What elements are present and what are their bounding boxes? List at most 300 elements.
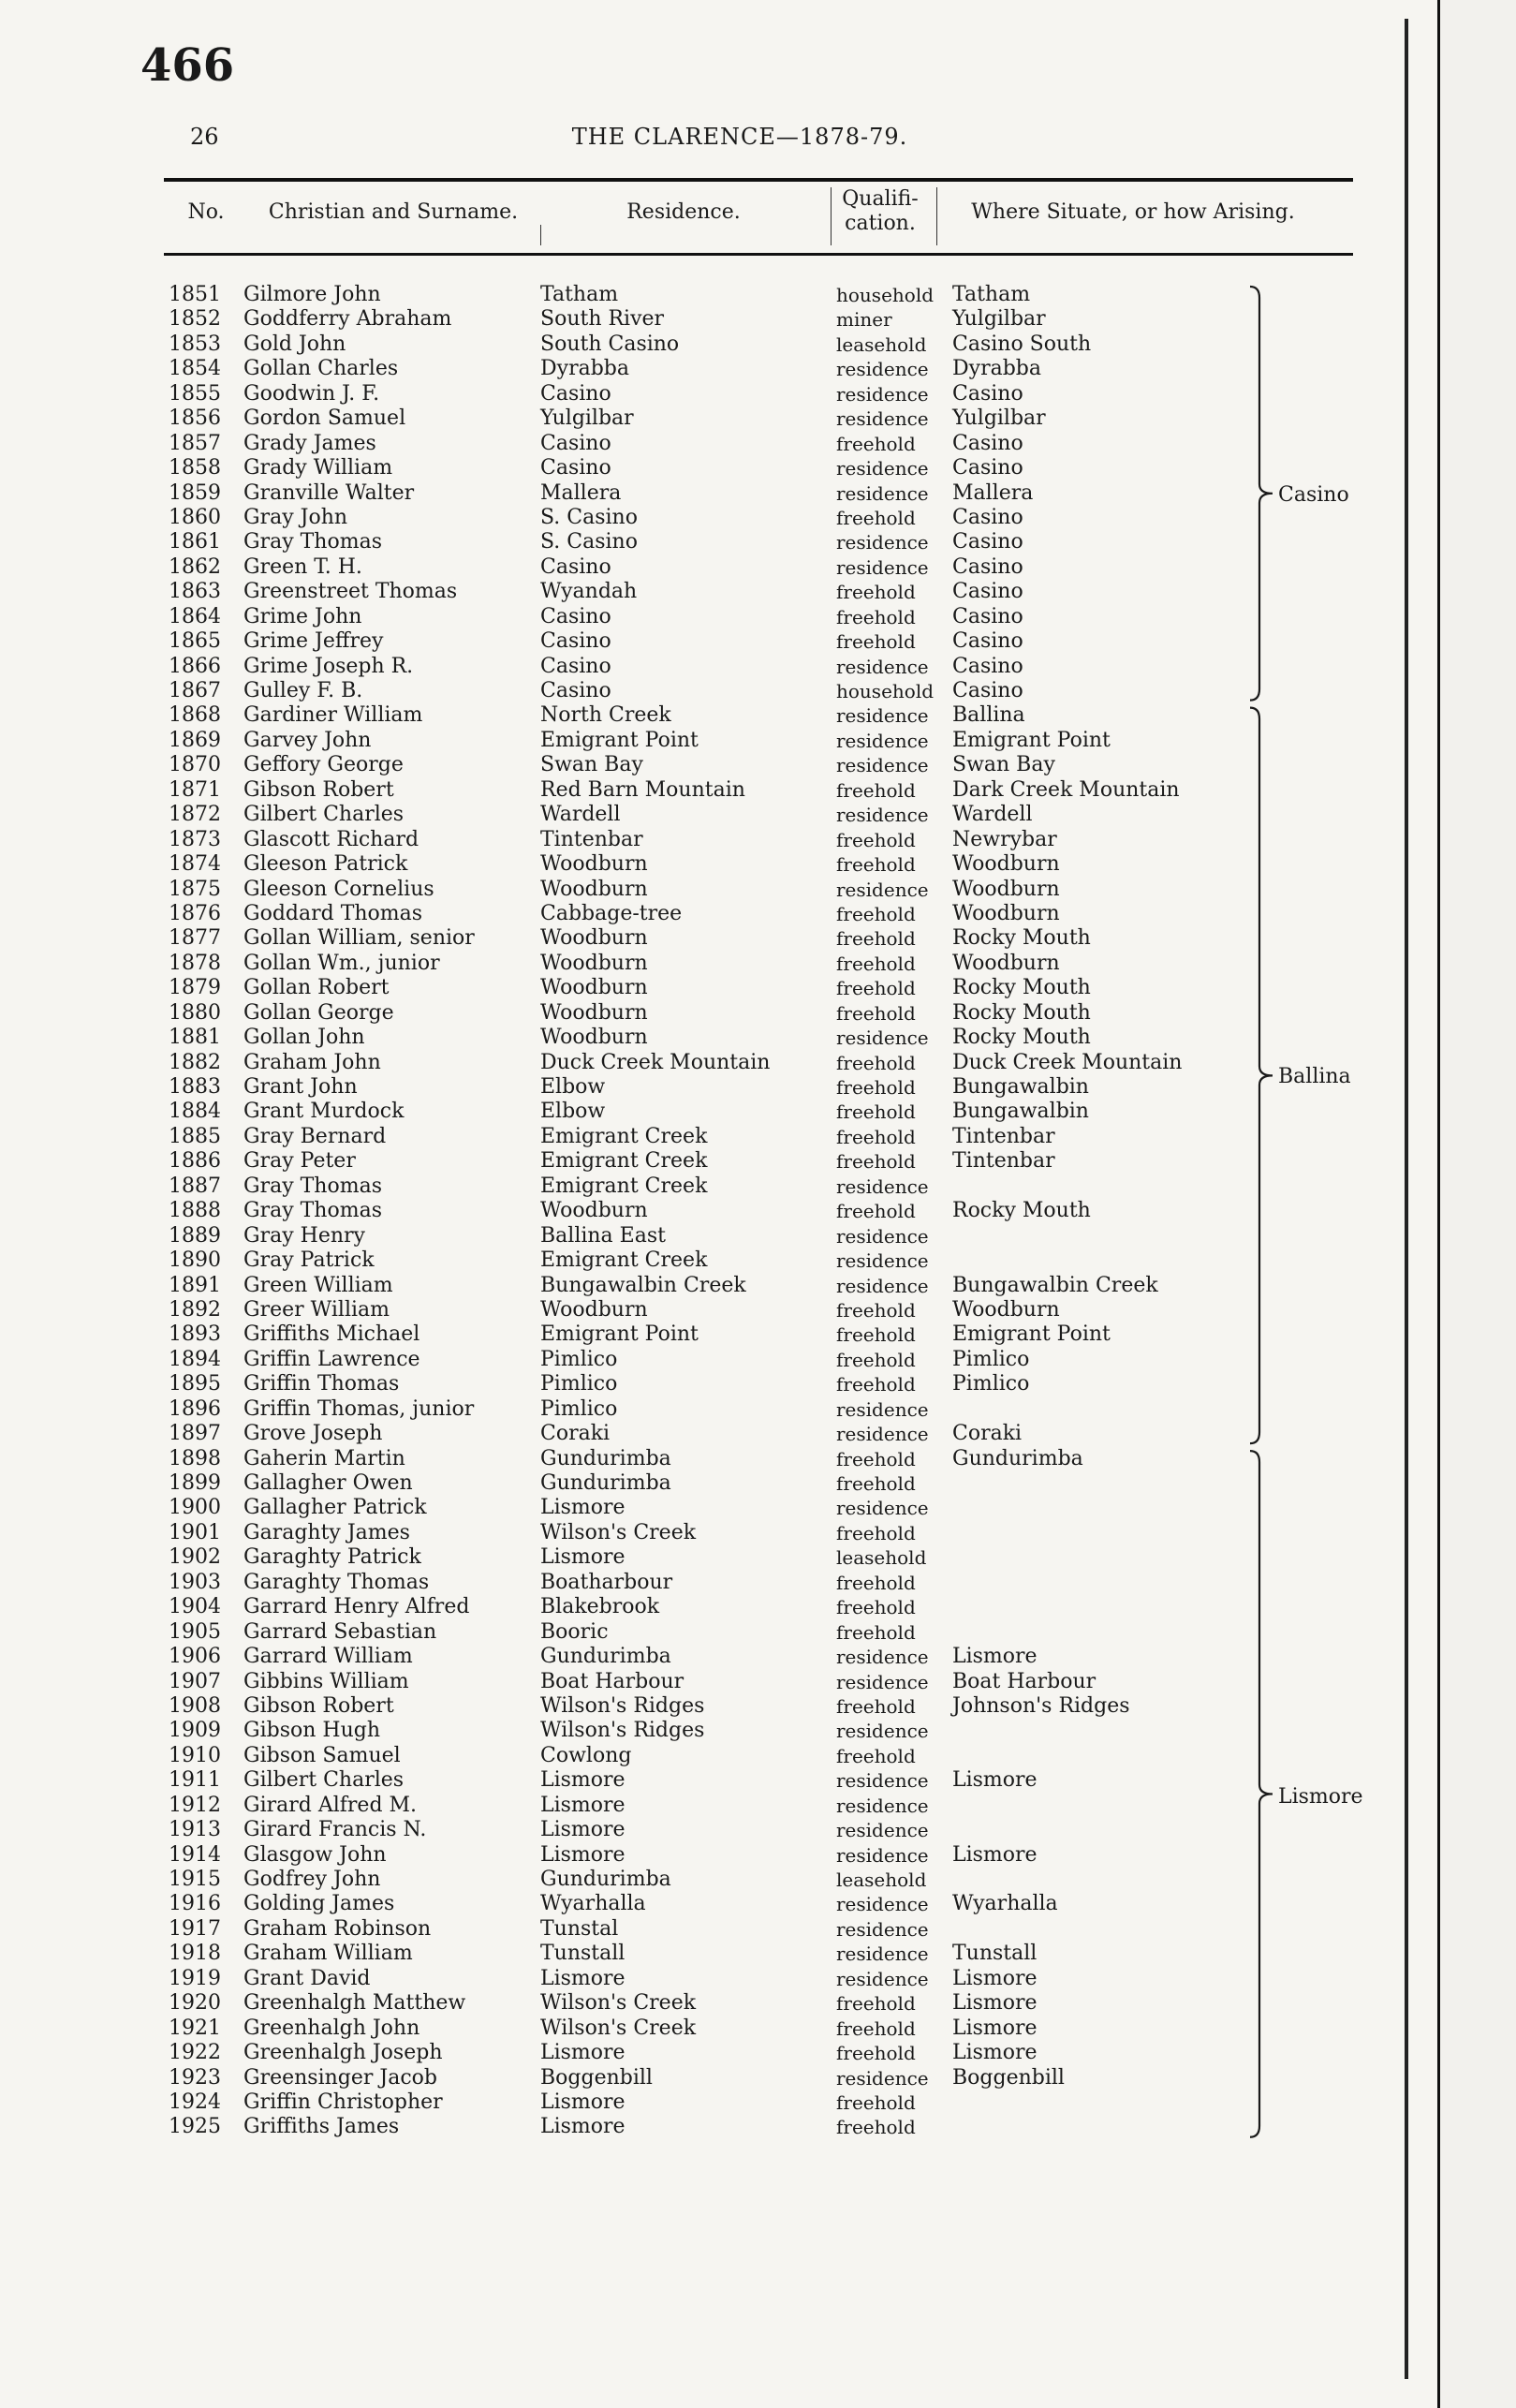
elector-qualification: leasehold xyxy=(836,1546,927,1570)
row-number: 1917 xyxy=(169,1916,221,1941)
elector-residence: Lismore xyxy=(540,1768,626,1793)
elector-residence: Coraki xyxy=(540,1422,611,1446)
property-location: Casino xyxy=(952,554,1023,579)
property-location: Mallera xyxy=(952,480,1034,505)
elector-residence: Emigrant Point xyxy=(540,728,699,752)
row-number: 1906 xyxy=(169,1645,221,1669)
elector-residence: Blakebrook xyxy=(540,1595,660,1619)
elector-residence: Emigrant Creek xyxy=(540,1174,708,1198)
header-rule-top xyxy=(164,178,1353,182)
elector-name: Gollan George xyxy=(243,1000,394,1025)
row-number: 1916 xyxy=(169,1892,221,1916)
elector-qualification: freehold xyxy=(836,1001,916,1025)
elector-qualification: residence xyxy=(836,382,929,406)
property-location: Woodburn xyxy=(952,1297,1060,1322)
page-edge-rule xyxy=(1405,19,1408,2379)
property-location: Woodburn xyxy=(952,951,1060,975)
elector-qualification: leasehold xyxy=(836,1869,927,1891)
elector-qualification: residence xyxy=(836,1843,929,1867)
property-location: Casino xyxy=(952,604,1023,628)
elector-residence: Wyandah xyxy=(540,580,638,604)
elector-qualification: residence xyxy=(836,1917,929,1941)
row-number: 1891 xyxy=(169,1273,221,1297)
table-row xyxy=(0,703,1264,728)
table-row xyxy=(0,1545,1264,1570)
elector-qualification: residence xyxy=(836,407,929,431)
elector-name: Gibson Hugh xyxy=(243,1719,380,1743)
row-number: 1859 xyxy=(169,480,221,505)
elector-name: Gollan Charles xyxy=(243,357,399,381)
elector-name: Garrard William xyxy=(243,1645,413,1669)
row-number: 1895 xyxy=(169,1372,221,1396)
elector-residence: Mallera xyxy=(540,480,622,505)
row-number: 1886 xyxy=(169,1149,221,1174)
elector-name: Grove Joseph xyxy=(243,1422,383,1446)
elector-qualification: freehold xyxy=(836,977,916,1000)
elector-qualification: residence xyxy=(836,481,929,505)
property-location: Gundurimba xyxy=(952,1446,1083,1470)
table-row xyxy=(0,629,1264,654)
property-location: Casino xyxy=(952,530,1023,554)
elector-name: Goddferry Abraham xyxy=(243,307,452,332)
row-number: 1874 xyxy=(169,852,221,877)
row-number: 1910 xyxy=(169,1743,221,1767)
row-number: 1889 xyxy=(169,1223,221,1248)
elector-residence: Woodburn xyxy=(540,1199,648,1223)
row-number: 1901 xyxy=(169,1520,221,1544)
elector-qualification: household xyxy=(836,680,935,702)
elector-name: Garvey John xyxy=(243,728,372,752)
elector-name: Gibbins William xyxy=(243,1669,409,1693)
table-row xyxy=(0,1001,1264,1026)
table-row xyxy=(0,332,1264,357)
column-header-qualification: Qualifi- cation. xyxy=(842,187,919,235)
elector-qualification: residence xyxy=(836,2066,929,2090)
elector-residence: Woodburn xyxy=(540,1297,648,1322)
elector-residence: Red Barn Mountain xyxy=(540,777,745,802)
elector-name: Gaherin Martin xyxy=(243,1446,405,1470)
property-location: Dyrabba xyxy=(952,357,1041,381)
column-header-name: Christian and Surname. xyxy=(268,200,519,224)
column-header-no: No. xyxy=(187,200,225,224)
elector-name: Golding James xyxy=(243,1892,395,1916)
property-location: Johnson's Ridges xyxy=(952,1693,1130,1718)
row-number: 1924 xyxy=(169,2090,221,2114)
table-row xyxy=(0,1595,1264,1619)
row-number: 1894 xyxy=(169,1347,221,1371)
elector-residence: Boggenbill xyxy=(540,2065,653,2090)
table-row xyxy=(0,1670,1264,1694)
table-row xyxy=(0,506,1264,530)
elector-qualification: freehold xyxy=(836,1125,916,1148)
row-number: 1869 xyxy=(169,728,221,752)
row-number: 1863 xyxy=(169,580,221,604)
elector-residence: Wilson's Ridges xyxy=(540,1693,705,1718)
table-row xyxy=(0,2041,1264,2065)
property-location: Emigrant Point xyxy=(952,728,1111,752)
property-location: Woodburn xyxy=(952,877,1060,901)
table-row xyxy=(0,655,1264,679)
property-location: Tintenbar xyxy=(952,1124,1055,1148)
elector-name: Graham William xyxy=(243,1942,413,1966)
table-row xyxy=(0,307,1264,332)
property-location: Casino xyxy=(952,580,1023,604)
elector-qualification: freehold xyxy=(836,952,916,975)
row-number: 1923 xyxy=(169,2065,221,2090)
elector-residence: South River xyxy=(540,307,665,332)
elector-qualification: freehold xyxy=(836,778,916,802)
elector-name: Gollan John xyxy=(243,1026,365,1050)
table-row xyxy=(0,1075,1264,1100)
property-location: Rocky Mouth xyxy=(952,1026,1091,1050)
elector-name: Grant John xyxy=(243,1075,358,1099)
property-location: Coraki xyxy=(952,1422,1023,1446)
property-location: Boggenbill xyxy=(952,2065,1065,2090)
elector-residence: Elbow xyxy=(540,1075,606,1099)
elector-name: Greensinger Jacob xyxy=(243,2065,437,2090)
property-location: Rocky Mouth xyxy=(952,926,1091,951)
row-number: 1921 xyxy=(169,2016,221,2040)
table-row xyxy=(0,432,1264,456)
elector-name: Gray Patrick xyxy=(243,1248,375,1273)
elector-qualification: freehold xyxy=(836,1373,916,1396)
table-row xyxy=(0,1199,1264,1223)
elector-residence: Lismore xyxy=(540,1545,626,1570)
property-location: Tintenbar xyxy=(952,1149,1055,1174)
elector-qualification: freehold xyxy=(836,506,916,529)
row-number: 1870 xyxy=(169,753,221,777)
property-location: Newrybar xyxy=(952,827,1057,851)
elector-residence: Lismore xyxy=(540,1793,626,1817)
row-number: 1907 xyxy=(169,1669,221,1693)
group-label-ballina: Ballina xyxy=(1278,1065,1351,1088)
row-number: 1878 xyxy=(169,951,221,975)
elector-qualification: freehold xyxy=(836,902,916,925)
table-row xyxy=(0,2115,1264,2139)
adjacent-page-edge xyxy=(1437,0,1516,2408)
property-location: Boat Harbour xyxy=(952,1669,1097,1693)
row-number: 1885 xyxy=(169,1124,221,1148)
row-number: 1902 xyxy=(169,1545,221,1570)
row-number: 1919 xyxy=(169,1966,221,1990)
elector-residence: Casino xyxy=(540,431,611,455)
elector-name: Gray Peter xyxy=(243,1149,356,1174)
elector-residence: Booric xyxy=(540,1619,609,1644)
table-row xyxy=(0,1149,1264,1174)
elector-name: Gold John xyxy=(243,332,346,356)
elector-name: Greenhalgh Matthew xyxy=(243,1991,466,2016)
row-number: 1854 xyxy=(169,357,221,381)
elector-name: Grime Joseph R. xyxy=(243,654,414,678)
elector-name: Granville Walter xyxy=(243,480,415,505)
elector-residence: Wilson's Creek xyxy=(540,1991,697,2016)
elector-qualification: freehold xyxy=(836,2042,916,2065)
elector-qualification: residence xyxy=(836,1397,929,1421)
row-number: 1877 xyxy=(169,926,221,951)
row-number: 1860 xyxy=(169,505,221,529)
elector-residence: Pimlico xyxy=(540,1396,618,1421)
row-number: 1880 xyxy=(169,1000,221,1025)
column-separator xyxy=(936,187,937,245)
elector-qualification: freehold xyxy=(836,1744,916,1767)
elector-name: Goddard Thomas xyxy=(243,901,423,925)
elector-name: Green William xyxy=(243,1273,393,1297)
row-number: 1888 xyxy=(169,1199,221,1223)
row-number: 1866 xyxy=(169,654,221,678)
table-row xyxy=(0,580,1264,604)
elector-residence: Casino xyxy=(540,456,611,480)
elector-qualification: residence xyxy=(836,878,929,901)
elector-residence: Woodburn xyxy=(540,1026,648,1050)
row-number: 1903 xyxy=(169,1570,221,1594)
table-row xyxy=(0,1026,1264,1050)
table-row xyxy=(0,926,1264,951)
elector-qualification: freehold xyxy=(836,1992,916,2016)
elector-qualification: freehold xyxy=(836,1472,916,1495)
elector-qualification: residence xyxy=(836,655,929,678)
elector-qualification: residence xyxy=(836,1943,929,1966)
property-location: Bungawalbin Creek xyxy=(952,1273,1158,1297)
table-row xyxy=(0,1991,1264,2016)
elector-residence: Lismore xyxy=(540,2090,626,2114)
elector-residence: Casino xyxy=(540,679,611,702)
elector-name: Gollan Wm., junior xyxy=(243,951,440,975)
property-location: Rocky Mouth xyxy=(952,1000,1091,1025)
row-number: 1865 xyxy=(169,629,221,654)
elector-name: Gray John xyxy=(243,505,348,529)
table-row xyxy=(0,1818,1264,1842)
elector-qualification: residence xyxy=(836,1497,929,1520)
property-location: Duck Creek Mountain xyxy=(952,1050,1183,1074)
row-number: 1873 xyxy=(169,827,221,851)
elector-name: Gibson Samuel xyxy=(243,1743,401,1767)
elector-qualification: freehold xyxy=(836,1596,916,1619)
elector-qualification: freehold xyxy=(836,828,916,851)
row-number: 1915 xyxy=(169,1868,221,1891)
table-row xyxy=(0,1892,1264,1916)
elector-residence: Wyarhalla xyxy=(540,1892,646,1916)
table-row xyxy=(0,729,1264,753)
elector-qualification: residence xyxy=(836,1274,929,1297)
table-row xyxy=(0,1125,1264,1149)
row-number: 1908 xyxy=(169,1693,221,1718)
elector-qualification: freehold xyxy=(836,1200,916,1223)
elector-name: Greenhalgh Joseph xyxy=(243,2041,443,2065)
elector-name: Graham John xyxy=(243,1050,381,1074)
property-location: Yulgilbar xyxy=(952,406,1046,431)
elector-residence: Pimlico xyxy=(540,1347,618,1371)
elector-name: Gordon Samuel xyxy=(243,406,406,431)
elector-name: Glasgow John xyxy=(243,1842,387,1867)
elector-qualification: freehold xyxy=(836,927,916,951)
elector-residence: Wardell xyxy=(540,803,621,827)
elector-residence: North Creek xyxy=(540,703,671,728)
column-separator xyxy=(540,225,541,245)
elector-residence: Tunstall xyxy=(540,1942,626,1966)
table-row xyxy=(0,828,1264,852)
row-number: 1853 xyxy=(169,332,221,356)
table-row xyxy=(0,1942,1264,1966)
elector-name: Gollan William, senior xyxy=(243,926,475,951)
property-location: Lismore xyxy=(952,1991,1038,2016)
elector-name: Gilbert Charles xyxy=(243,1768,405,1793)
elector-qualification: freehold xyxy=(836,432,916,455)
elector-qualification: freehold xyxy=(836,1571,916,1594)
property-location: Casino xyxy=(952,679,1023,702)
row-number: 1920 xyxy=(169,1991,221,2016)
elector-residence: Ballina East xyxy=(540,1223,666,1248)
property-location: Bungawalbin xyxy=(952,1100,1089,1124)
elector-qualification: residence xyxy=(836,1819,929,1842)
table-row xyxy=(0,1471,1264,1496)
elector-residence: Pimlico xyxy=(540,1372,618,1396)
elector-name: Griffin Lawrence xyxy=(243,1347,420,1371)
property-location: Ballina xyxy=(952,703,1025,728)
elector-qualification: residence xyxy=(836,1224,929,1248)
elector-residence: Emigrant Point xyxy=(540,1322,699,1347)
row-number: 1925 xyxy=(169,2115,221,2139)
running-title: THE CLARENCE—1878-79. xyxy=(571,124,908,150)
row-number: 1905 xyxy=(169,1619,221,1644)
elector-name: Greenstreet Thomas xyxy=(243,580,458,604)
elector-name: Gibson Robert xyxy=(243,777,394,802)
elector-residence: Lismore xyxy=(540,2115,626,2139)
row-number: 1884 xyxy=(169,1100,221,1124)
property-location: Bungawalbin xyxy=(952,1075,1089,1099)
elector-name: Gibson Robert xyxy=(243,1693,394,1718)
elector-residence: Tintenbar xyxy=(540,827,643,851)
elector-list xyxy=(0,283,1264,2140)
elector-residence: Swan Bay xyxy=(540,753,643,777)
elector-name: Gulley F. B. xyxy=(243,679,363,702)
table-row xyxy=(0,1571,1264,1595)
elector-residence: Gundurimba xyxy=(540,1446,671,1470)
elector-name: Grime Jeffrey xyxy=(243,629,384,654)
elector-qualification: freehold xyxy=(836,2090,916,2114)
elector-qualification: residence xyxy=(836,1893,929,1916)
table-row xyxy=(0,555,1264,580)
row-number: 1868 xyxy=(169,703,221,728)
row-number: 1897 xyxy=(169,1422,221,1446)
elector-name: Griffin Christopher xyxy=(243,2090,443,2114)
elector-qualification: residence xyxy=(836,1423,929,1446)
elector-name: Garaghty James xyxy=(243,1520,410,1544)
elector-residence: Duck Creek Mountain xyxy=(540,1050,771,1074)
row-number: 1851 xyxy=(169,283,221,306)
table-row xyxy=(0,1521,1264,1545)
elector-qualification: residence xyxy=(836,704,929,728)
row-number: 1864 xyxy=(169,604,221,628)
elector-name: Griffin Thomas, junior xyxy=(243,1396,475,1421)
property-location: Woodburn xyxy=(952,901,1060,925)
row-number: 1890 xyxy=(169,1248,221,1273)
elector-qualification: residence xyxy=(836,754,929,777)
elector-name: Geffory George xyxy=(243,753,404,777)
elector-residence: Lismore xyxy=(540,1842,626,1867)
row-number: 1852 xyxy=(169,307,221,332)
property-location: Pimlico xyxy=(952,1372,1030,1396)
elector-name: Glascott Richard xyxy=(243,827,419,851)
table-row xyxy=(0,481,1264,506)
table-row xyxy=(0,878,1264,902)
table-row xyxy=(0,456,1264,480)
table-row xyxy=(0,1322,1264,1347)
table-row xyxy=(0,530,1264,554)
property-location: Tunstall xyxy=(952,1942,1038,1966)
group-label-casino: Casino xyxy=(1278,483,1349,507)
elector-qualification: freehold xyxy=(836,1521,916,1544)
elector-name: Goodwin J. F. xyxy=(243,381,380,406)
elector-name: Grime John xyxy=(243,604,362,628)
page-number: 466 xyxy=(140,39,235,92)
elector-residence: Casino xyxy=(540,381,611,406)
elector-name: Greenhalgh John xyxy=(243,2016,420,2040)
elector-name: Godfrey John xyxy=(243,1868,381,1891)
elector-name: Griffiths Michael xyxy=(243,1322,420,1347)
table-row xyxy=(0,1100,1264,1124)
table-row xyxy=(0,1496,1264,1520)
elector-residence: Tatham xyxy=(540,283,619,306)
elector-name: Grant David xyxy=(243,1966,371,1990)
row-number: 1900 xyxy=(169,1496,221,1520)
row-number: 1892 xyxy=(169,1297,221,1322)
elector-name: Gilbert Charles xyxy=(243,803,405,827)
elector-qualification: freehold xyxy=(836,1348,916,1371)
elector-residence: Gundurimba xyxy=(540,1645,671,1669)
elector-name: Gleeson Patrick xyxy=(243,852,408,877)
property-location: Casino xyxy=(952,431,1023,455)
elector-name: Greer William xyxy=(243,1297,390,1322)
elector-residence: Elbow xyxy=(540,1100,606,1124)
elector-residence: South Casino xyxy=(540,332,680,356)
sheet-number: 26 xyxy=(190,124,219,150)
elector-name: Gray Bernard xyxy=(243,1124,387,1148)
elector-qualification: residence xyxy=(836,457,929,480)
row-number: 1881 xyxy=(169,1026,221,1050)
row-number: 1911 xyxy=(169,1768,221,1793)
elector-residence: Wilson's Creek xyxy=(540,1520,697,1544)
elector-qualification: freehold xyxy=(836,581,916,604)
row-number: 1922 xyxy=(169,2041,221,2065)
row-number: 1879 xyxy=(169,976,221,1000)
property-location: Pimlico xyxy=(952,1347,1030,1371)
elector-residence: Tunstal xyxy=(540,1916,619,1941)
elector-qualification: freehold xyxy=(836,1447,916,1470)
row-number: 1856 xyxy=(169,406,221,431)
elector-name: Grady William xyxy=(243,456,393,480)
elector-name: Girard Alfred M. xyxy=(243,1793,418,1817)
property-location: Tatham xyxy=(952,283,1031,306)
property-location: Lismore xyxy=(952,1842,1038,1867)
elector-name: Girard Francis N. xyxy=(243,1818,427,1842)
elector-name: Gallagher Patrick xyxy=(243,1496,427,1520)
header-rule-bottom xyxy=(164,253,1353,256)
table-row xyxy=(0,1298,1264,1322)
property-location: Emigrant Point xyxy=(952,1322,1111,1347)
table-row xyxy=(0,1694,1264,1719)
table-row xyxy=(0,406,1264,431)
elector-residence: S. Casino xyxy=(540,505,638,529)
table-row xyxy=(0,1447,1264,1471)
elector-residence: Cowlong xyxy=(540,1743,632,1767)
elector-qualification: residence xyxy=(836,1027,929,1050)
elector-residence: Lismore xyxy=(540,1966,626,1990)
elector-qualification: residence xyxy=(836,1249,929,1273)
elector-qualification: residence xyxy=(836,1720,929,1743)
table-row xyxy=(0,1372,1264,1396)
property-location: Casino xyxy=(952,456,1023,480)
elector-qualification: miner xyxy=(836,308,892,332)
